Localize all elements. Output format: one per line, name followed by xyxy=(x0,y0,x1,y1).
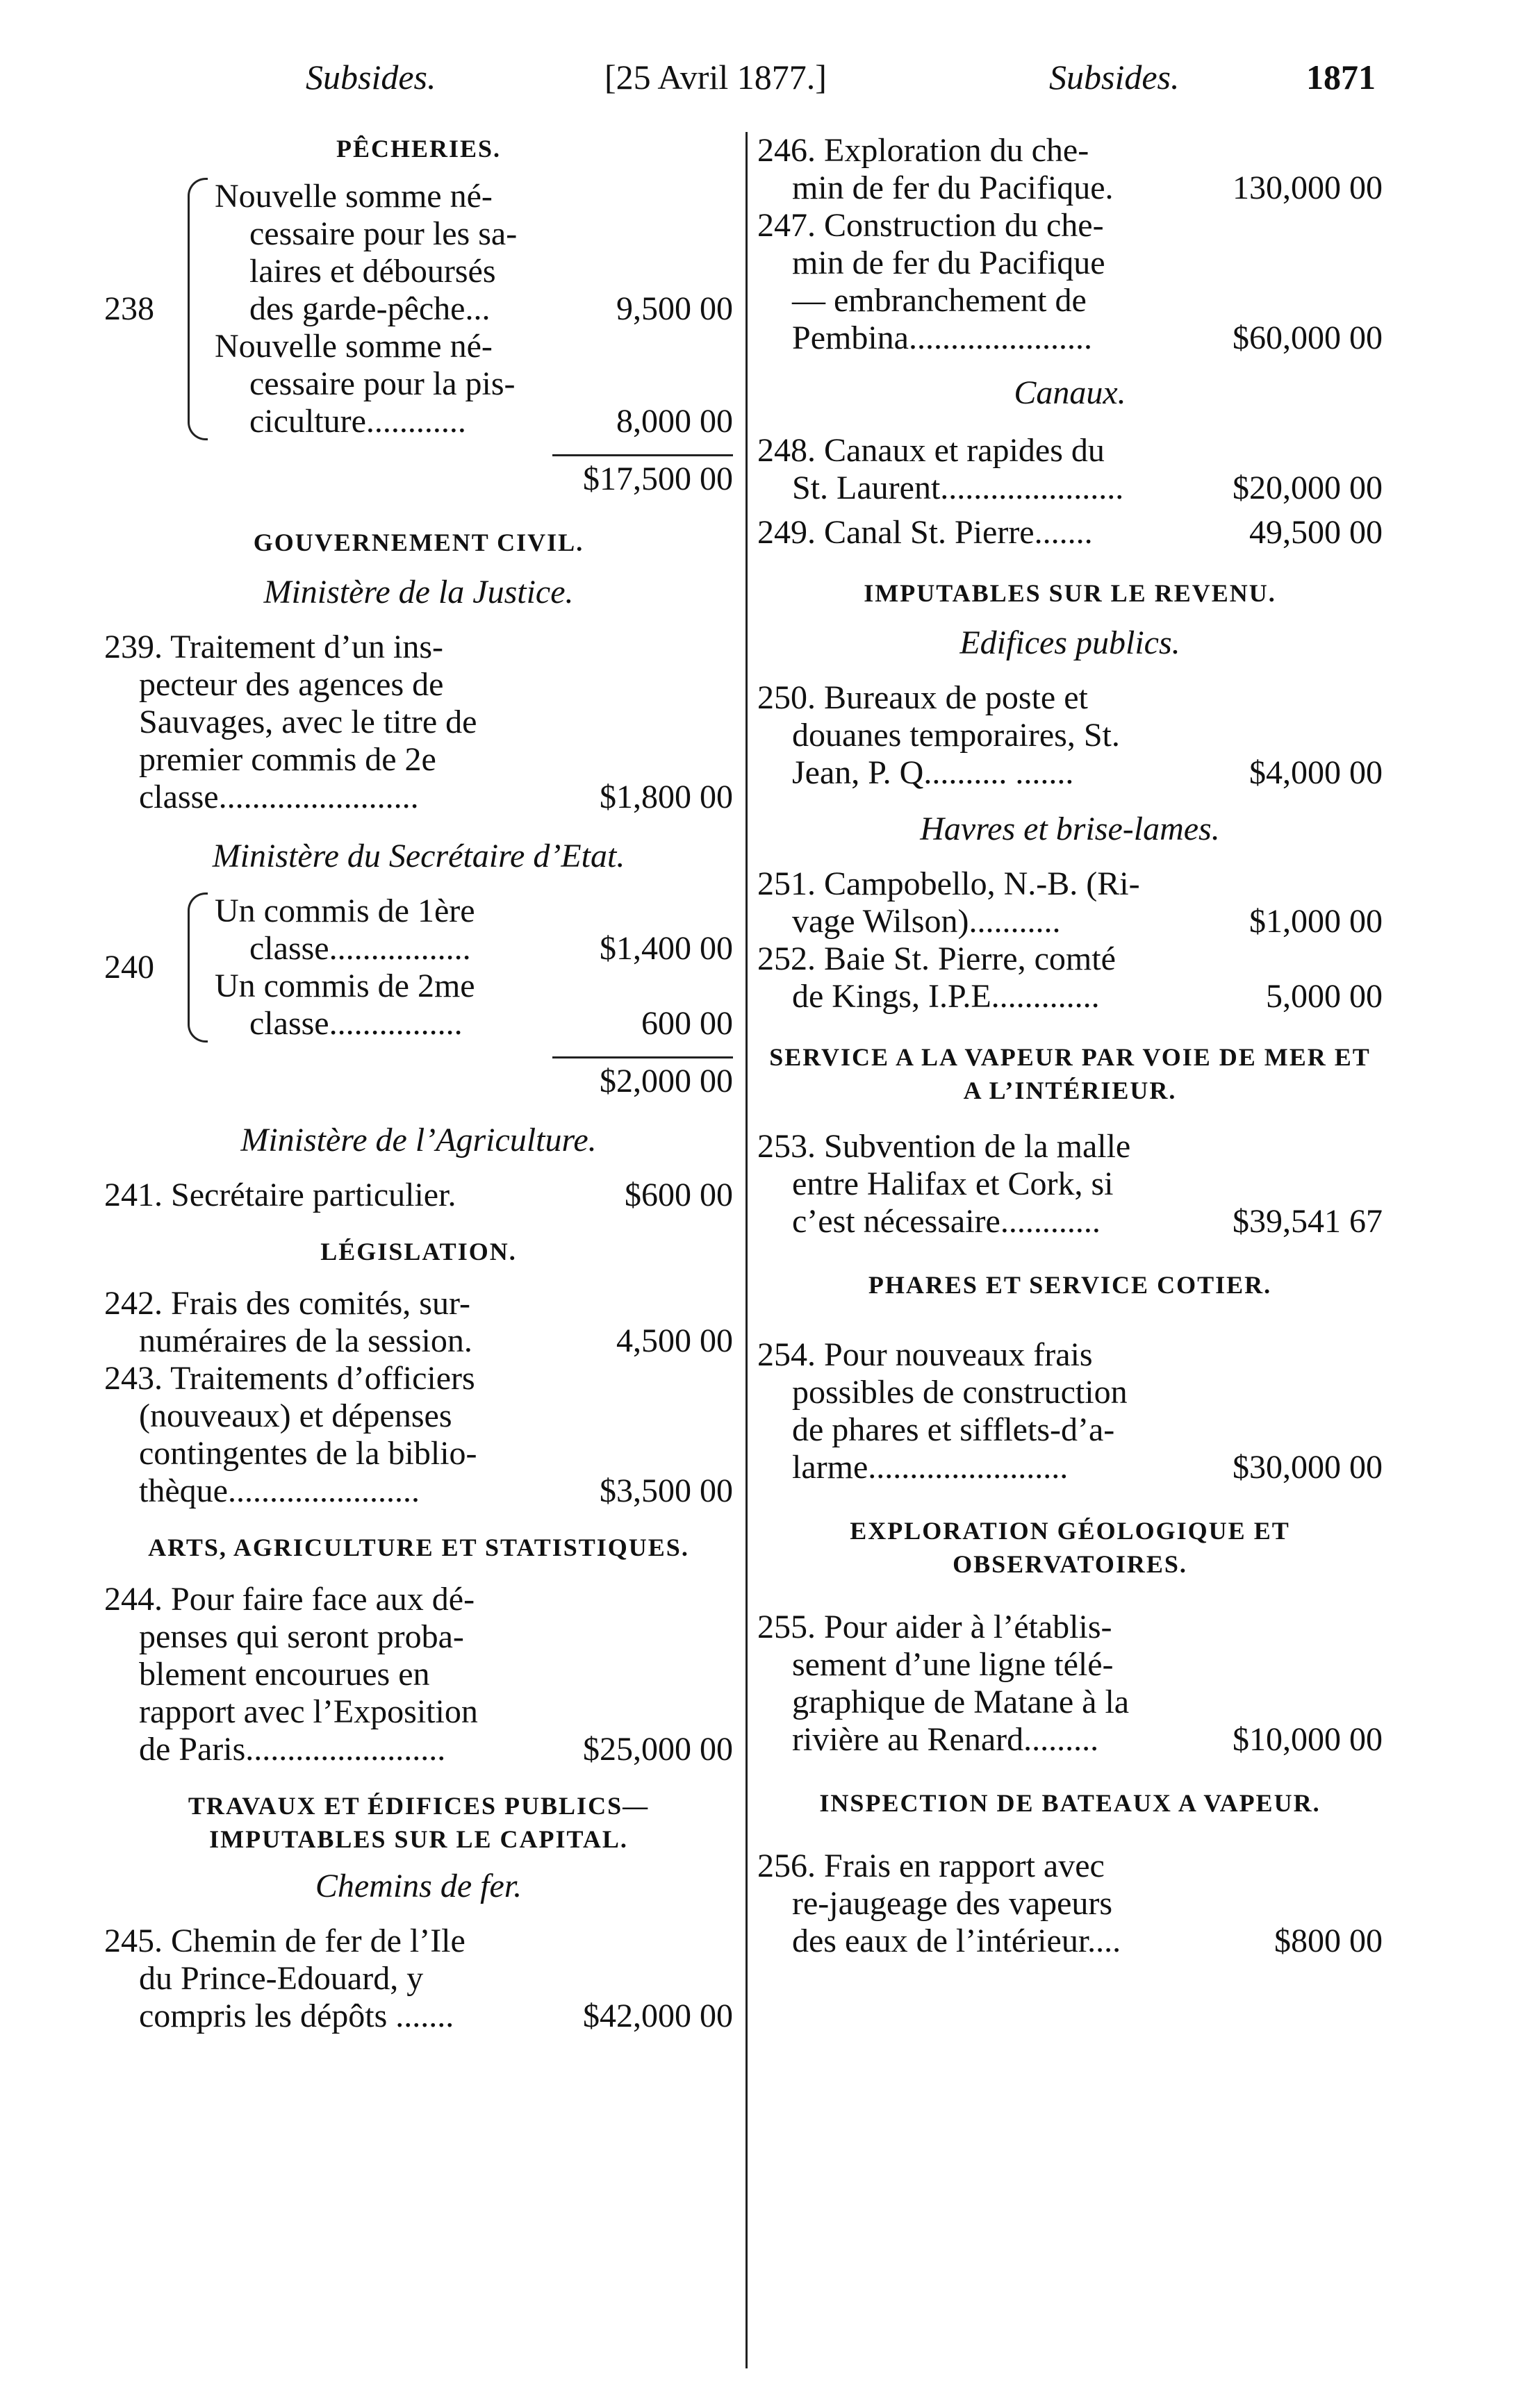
line: min de fer du Pacifique. xyxy=(792,169,1114,206)
line: re-jaugeage des vapeurs xyxy=(792,1885,1113,1922)
subsection-heading: Chemins de fer. xyxy=(315,1868,522,1904)
amount: 130,000 00 xyxy=(1233,169,1383,206)
item-254 xyxy=(757,1336,1383,1486)
amount: $4,000 00 xyxy=(1249,754,1383,791)
running-head-date: [25 Avril 1877.] xyxy=(604,58,827,97)
line: graphique de Matane à la xyxy=(792,1684,1130,1720)
line: compris les dépôts ....... xyxy=(139,1998,454,2034)
line: Pembina...................... xyxy=(792,319,1092,356)
amount: 8,000 00 xyxy=(616,403,733,440)
line: de Kings, I.P.E............. xyxy=(792,978,1100,1015)
line: 239. Traitement d’un ins- xyxy=(104,629,443,665)
amount: $1,400 00 xyxy=(600,930,733,967)
item-253 xyxy=(757,1128,1383,1240)
amount: $60,000 00 xyxy=(1233,319,1383,356)
line: cessaire pour la pis- xyxy=(249,365,516,402)
item-239 xyxy=(104,629,733,816)
line: 251. Campobello, N.-B. (Ri- xyxy=(757,865,1140,902)
amount: $30,000 00 xyxy=(1233,1449,1383,1486)
total-amount: $2,000 00 xyxy=(552,1056,733,1100)
line: sement d’une ligne télé- xyxy=(792,1646,1114,1683)
section-heading: TRAVAUX ET ÉDIFICES PUBLICS—IMPUTABLES SUR LE CAPITAL. xyxy=(188,1792,650,1853)
section-heading: GOUVERNEMENT CIVIL. xyxy=(253,529,584,556)
line: 255. Pour aider à l’établis- xyxy=(757,1609,1112,1645)
amount: $600 00 xyxy=(625,1177,733,1213)
line: c’est nécessaire............ xyxy=(792,1203,1101,1240)
line: 254. Pour nouveaux frais xyxy=(757,1336,1093,1373)
amount: $1,800 00 xyxy=(600,779,733,815)
brace xyxy=(188,178,208,440)
line: entre Halifax et Cork, si xyxy=(792,1165,1114,1202)
section-heading: IMPUTABLES SUR LE REVENU. xyxy=(864,579,1276,607)
line: des eaux de l’intérieur.... xyxy=(792,1923,1121,1959)
line: rapport avec l’Exposition xyxy=(139,1693,478,1730)
amount: $3,500 00 xyxy=(600,1472,733,1509)
section-heading: LÉGISLATION. xyxy=(320,1238,517,1265)
amount: 49,500 00 xyxy=(1249,514,1383,551)
subsection-heading: Canaux. xyxy=(1014,374,1126,411)
item-252 xyxy=(757,940,1383,1015)
line: 243. Traitements d’officiers xyxy=(104,1360,475,1397)
subsection-heading: Havres et brise-lames. xyxy=(920,811,1220,847)
line: — embranchement de xyxy=(792,282,1087,319)
line: des garde-pêche... xyxy=(249,290,491,327)
line: 244. Pour faire face aux dé- xyxy=(104,1581,475,1618)
subsection-heading: Ministère de l’Agriculture. xyxy=(240,1122,597,1159)
item-249 xyxy=(757,514,1383,551)
amount: $25,000 00 xyxy=(583,1731,733,1768)
line: min de fer du Pacifique xyxy=(792,244,1105,281)
line: Nouvelle somme né- xyxy=(215,178,493,215)
item-255 xyxy=(757,1609,1383,1759)
item-247 xyxy=(757,207,1383,357)
item-251 xyxy=(757,865,1383,940)
item-240 xyxy=(104,892,733,1043)
amount: $800 00 xyxy=(1274,1923,1383,1959)
line: classe........................ xyxy=(139,779,419,815)
line: ciculture............ xyxy=(249,403,466,440)
line: 241. Secrétaire particulier. xyxy=(104,1177,456,1213)
amount: 600 00 xyxy=(641,1005,733,1042)
line: du Prince-Edouard, y xyxy=(139,1960,424,1997)
item-number: 240 xyxy=(104,949,154,986)
subsection-heading: Edifices publics. xyxy=(959,624,1180,661)
column-rule xyxy=(745,132,748,2368)
line: blement encourues en xyxy=(139,1656,430,1693)
line: 252. Baie St. Pierre, comté xyxy=(757,940,1116,977)
line: classe................. xyxy=(249,930,471,967)
line: Jean, P. Q.......... ....... xyxy=(792,754,1074,791)
line: classe................ xyxy=(249,1005,463,1042)
item-256 xyxy=(757,1847,1383,1960)
section-heading: INSPECTION DE BATEAUX A VAPEUR. xyxy=(819,1789,1321,1817)
line: numéraires de la session. xyxy=(139,1322,472,1359)
section-heading: ARTS, AGRICULTURE ET STATISTIQUES. xyxy=(148,1534,689,1561)
amount: $10,000 00 xyxy=(1233,1721,1383,1758)
section-heading: PÊCHERIES. xyxy=(336,135,502,163)
line: douanes temporaires, St. xyxy=(792,717,1120,754)
subsection-heading: Ministère de la Justice. xyxy=(263,574,574,611)
line: vage Wilson)........... xyxy=(792,903,1061,940)
line: 250. Bureaux de poste et xyxy=(757,679,1088,716)
line: thèque....................... xyxy=(139,1472,420,1509)
line: 245. Chemin de fer de l’Ile xyxy=(104,1923,465,1959)
left-column xyxy=(104,132,733,2035)
amount: $20,000 00 xyxy=(1233,470,1383,506)
line: 248. Canaux et rapides du xyxy=(757,432,1105,469)
line: 249. Canal St. Pierre....... xyxy=(757,514,1093,551)
line: 246. Exploration du che- xyxy=(757,132,1089,169)
section-heading: PHARES ET SERVICE COTIER. xyxy=(868,1271,1272,1299)
item-244 xyxy=(104,1581,733,1768)
section-heading: EXPLORATION GÉOLOGIQUE ET OBSERVATOIRES. xyxy=(850,1517,1290,1578)
running-head-right: Subsides. xyxy=(1049,58,1180,97)
right-column xyxy=(757,132,1383,1960)
brace xyxy=(188,892,208,1043)
line: larme........................ xyxy=(792,1449,1069,1486)
line: Nouvelle somme né- xyxy=(215,328,493,365)
subsection-heading: Ministère du Secrétaire d’Etat. xyxy=(212,838,625,874)
item-238 xyxy=(104,178,733,440)
amount: $1,000 00 xyxy=(1249,903,1383,940)
line: cessaire pour les sa- xyxy=(249,215,518,252)
page-number: 1871 xyxy=(1306,58,1376,97)
line: 253. Subvention de la malle xyxy=(757,1128,1131,1165)
line: Sauvages, avec le titre de xyxy=(139,704,477,740)
section-heading: SERVICE A LA VAPEUR PAR VOIE DE MER ET A L’INTÉRIEUR. xyxy=(769,1043,1371,1104)
item-246 xyxy=(757,132,1383,207)
running-head-left: Subsides. xyxy=(306,58,436,97)
item-248 xyxy=(757,432,1383,507)
line: de Paris........................ xyxy=(139,1731,446,1768)
line: premier commis de 2e xyxy=(139,741,436,778)
amount: 5,000 00 xyxy=(1266,978,1383,1015)
total-amount: $17,500 00 xyxy=(552,454,733,498)
line: possibles de construction xyxy=(792,1374,1128,1411)
line: rivière au Renard......... xyxy=(792,1721,1099,1758)
item-241 xyxy=(104,1177,733,1214)
line: de phares et sifflets-d’a- xyxy=(792,1411,1115,1448)
amount: 4,500 00 xyxy=(616,1322,733,1359)
item-250 xyxy=(757,679,1383,792)
item-243 xyxy=(104,1360,733,1510)
line: (nouveaux) et dépenses xyxy=(139,1397,452,1434)
item-242 xyxy=(104,1285,733,1360)
item-245 xyxy=(104,1923,733,2035)
amount: $42,000 00 xyxy=(583,1998,733,2034)
line: 256. Frais en rapport avec xyxy=(757,1847,1105,1884)
line: 242. Frais des comités, sur- xyxy=(104,1285,470,1322)
line: Un commis de 2me xyxy=(215,968,475,1004)
line: 247. Construction du che- xyxy=(757,207,1104,244)
line: Un commis de 1ère xyxy=(215,892,475,929)
line: St. Laurent...................... xyxy=(792,470,1124,506)
line: laires et déboursés xyxy=(249,253,496,290)
item-number: 238 xyxy=(104,290,154,327)
line: penses qui seront proba- xyxy=(139,1618,464,1655)
amount: $39,541 67 xyxy=(1233,1203,1383,1240)
amount: 9,500 00 xyxy=(616,290,733,327)
line: contingentes de la biblio- xyxy=(139,1435,477,1472)
line: pecteur des agences de xyxy=(139,666,444,703)
